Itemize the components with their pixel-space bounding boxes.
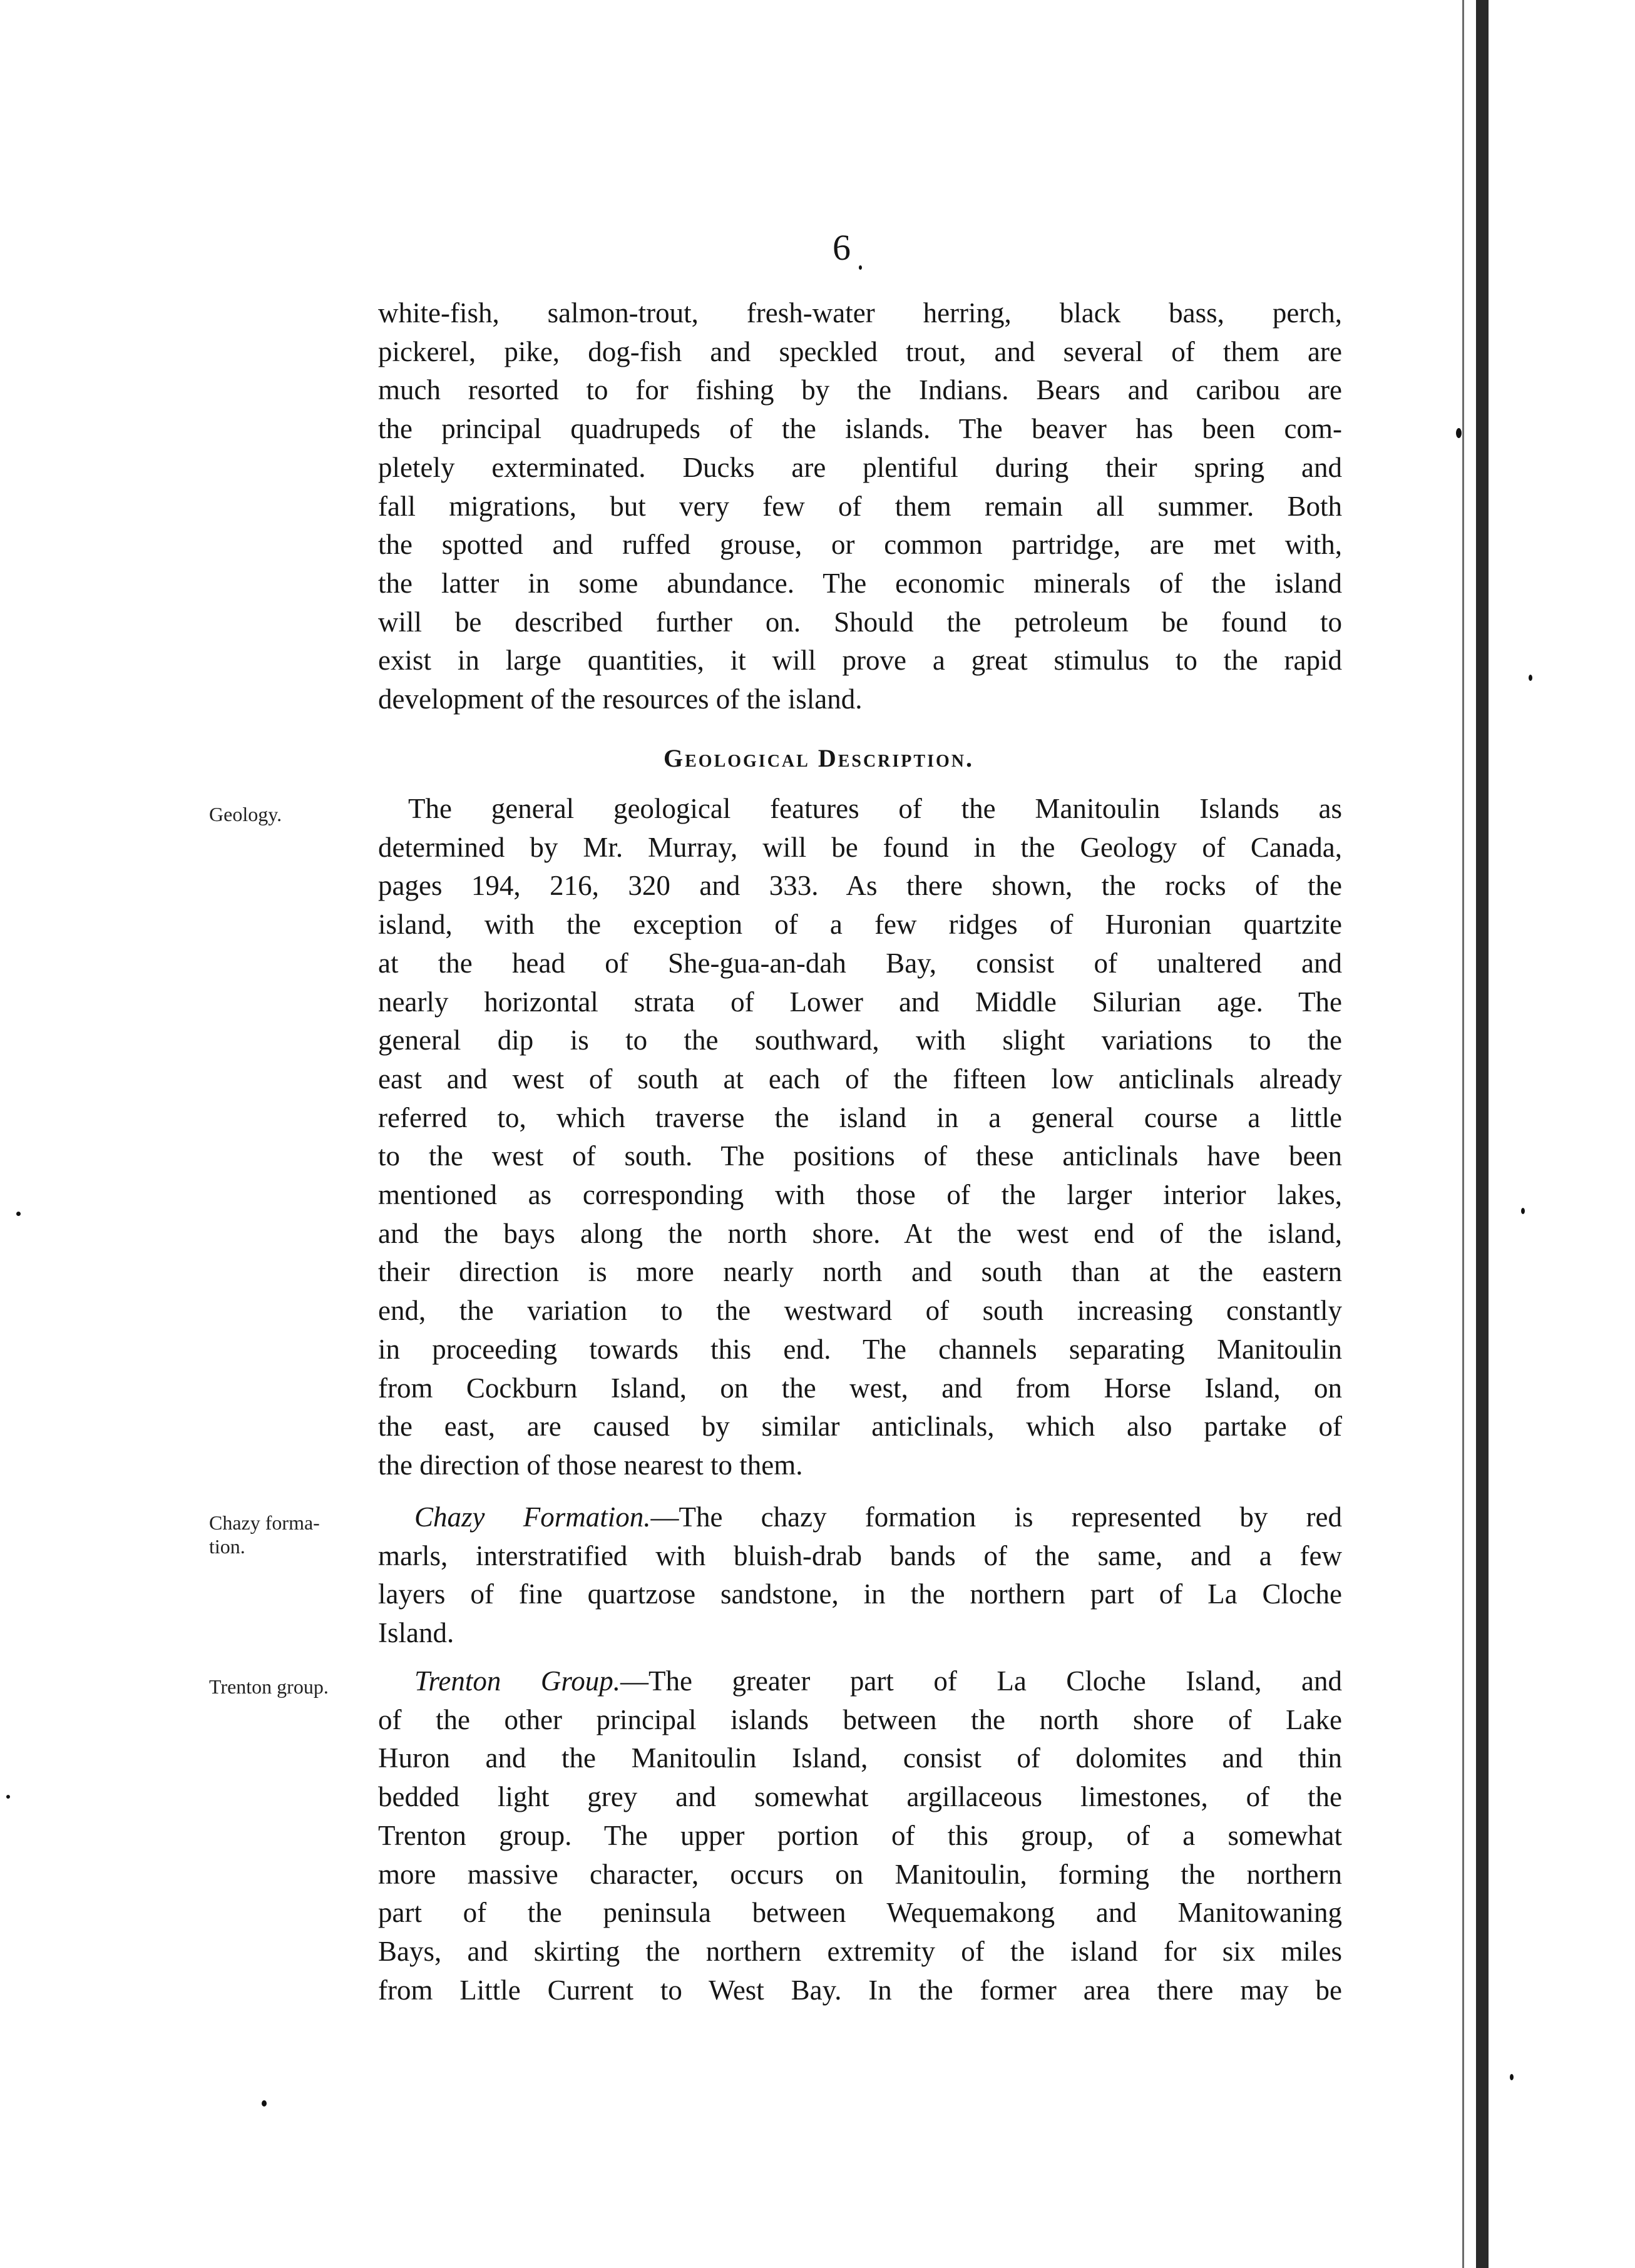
page-edge-line xyxy=(1462,0,1464,2268)
scan-speck xyxy=(6,1795,10,1799)
text-line: layers of fine quartzose sandstone, in the northern part of La Cloche xyxy=(378,1578,1342,1610)
text-line: will be described further on. Should the petroleum be found to xyxy=(378,606,1342,638)
text-line: in proceeding towards this end. The channels separating Manitoulin xyxy=(378,1333,1342,1365)
geology-paragraph xyxy=(378,790,1342,1485)
text-line: Bays, and skirting the northern extremity of the island for six miles xyxy=(378,1935,1342,1967)
text-line: pages 194, 216, 320 and 333. As there shown, the rocks of the xyxy=(378,870,1342,902)
text-line: bedded light grey and somewhat argillaceous limestones, of the xyxy=(378,1781,1342,1813)
text-line: determined by Mr. Murray, will be found in the Geology of Canada, xyxy=(378,831,1342,863)
text-line: more massive character, occurs on Manitoulin, forming the northern xyxy=(378,1858,1342,1890)
text-line: island, with the exception of a few ridges of Huronian quartzite xyxy=(378,909,1342,941)
trenton-title: Trenton Group. xyxy=(414,1665,620,1697)
chazy-paragraph xyxy=(378,1498,1342,1653)
trenton-first-line: —The greater part of La Cloche Island, and xyxy=(620,1665,1342,1697)
text-line: the latter in some abundance. The economic minerals of the island xyxy=(378,567,1342,599)
margin-note-geology: Geology. xyxy=(209,803,282,825)
text-line: pickerel, pike, dog-fish and speckled trout, and several of them are xyxy=(378,335,1342,367)
chazy-first-line: —The chazy formation is represented by red xyxy=(650,1501,1342,1533)
scan-speck xyxy=(1529,675,1532,681)
text-line: of the other principal islands between the north shore of Lake xyxy=(378,1704,1342,1735)
section-heading: Geological Description. xyxy=(664,744,974,772)
text-line xyxy=(378,1498,1342,1537)
text-line: end, the variation to the westward of south increasing constantly xyxy=(378,1295,1342,1327)
text-line: nearly horizontal strata of Lower and Middle Silurian age. The xyxy=(378,986,1342,1018)
trenton-paragraph xyxy=(378,1662,1342,2010)
text-line: their direction is more nearly north and south than at the eastern xyxy=(378,1256,1342,1288)
text-line: the east, are caused by similar anticlinals, which also partake of xyxy=(378,1411,1342,1443)
scan-speck xyxy=(859,265,862,270)
text-line: much resorted to for fishing by the Indians. Bears and caribou are xyxy=(378,374,1342,406)
text-line: to the west of south. The positions of these anticlinals have been xyxy=(378,1140,1342,1172)
text-line: exist in large quantities, it will prove a great stimulus to the rapid xyxy=(378,645,1342,677)
text-line: the principal quadrupeds of the islands. The beaver has been com- xyxy=(378,413,1342,445)
text-line: mentioned as corresponding with those of the larger interior lakes, xyxy=(378,1179,1342,1211)
text-line xyxy=(378,1662,1342,1701)
text-line: white-fish, salmon-trout, fresh-water herring, black bass, perch, xyxy=(378,297,1342,329)
margin-note-trenton: Trenton group. xyxy=(209,1675,329,1698)
margin-note-line: tion. xyxy=(209,1535,245,1558)
text-line: referred to, which traverse the island in a general course a little xyxy=(378,1101,1342,1133)
margin-note-chazy xyxy=(209,1511,320,1558)
chazy-title: Chazy Formation. xyxy=(414,1501,651,1533)
page-edge-border xyxy=(1476,0,1489,2268)
text-line: marls, interstratified with bluish-drab bands of the same, and a few xyxy=(378,1540,1342,1571)
text-line: fall migrations, but very few of them remain all summer. Both xyxy=(378,490,1342,522)
text-line: from Cockburn Island, on the west, and from Horse Island, on xyxy=(378,1372,1342,1404)
text-line: the direction of those nearest to them. xyxy=(378,1449,803,1481)
scan-speck xyxy=(1510,2074,1514,2080)
intro-paragraph xyxy=(378,294,1342,719)
text-line: east and west of south at each of the fifteen low anticlinals already xyxy=(378,1063,1342,1095)
text-line: the spotted and ruffed grouse, or common partridge, are met with, xyxy=(378,529,1342,561)
text-line: part of the peninsula between Wequemakong and Manitowaning xyxy=(378,1897,1342,1929)
text-line: and the bays along the north shore. At the west end of the island, xyxy=(378,1217,1342,1249)
text-line: pletely exterminated. Ducks are plentiful during their spring and xyxy=(378,451,1342,483)
page-number: 6 xyxy=(833,227,852,268)
text-line: development of the resources of the island. xyxy=(378,683,863,715)
margin-note-line: Chazy forma- xyxy=(209,1511,320,1534)
scan-speck xyxy=(262,2100,267,2107)
scan-speck xyxy=(1456,428,1462,438)
text-line: Island. xyxy=(378,1617,454,1649)
scan-speck xyxy=(16,1212,21,1216)
text-line: general dip is to the southward, with slight variations to the xyxy=(378,1024,1342,1056)
text-line: The general geological features of the Manitoulin Islands as xyxy=(408,793,1342,824)
text-line: from Little Current to West Bay. In the former area there may be xyxy=(378,1974,1342,2006)
text-line: Trenton group. The upper portion of this group, of a somewhat xyxy=(378,1819,1342,1851)
text-line: at the head of She-gua-an-dah Bay, consist of unaltered and xyxy=(378,947,1342,979)
text-line: Huron and the Manitoulin Island, consist of dolomites and thin xyxy=(378,1742,1342,1774)
scan-speck xyxy=(1521,1208,1525,1214)
